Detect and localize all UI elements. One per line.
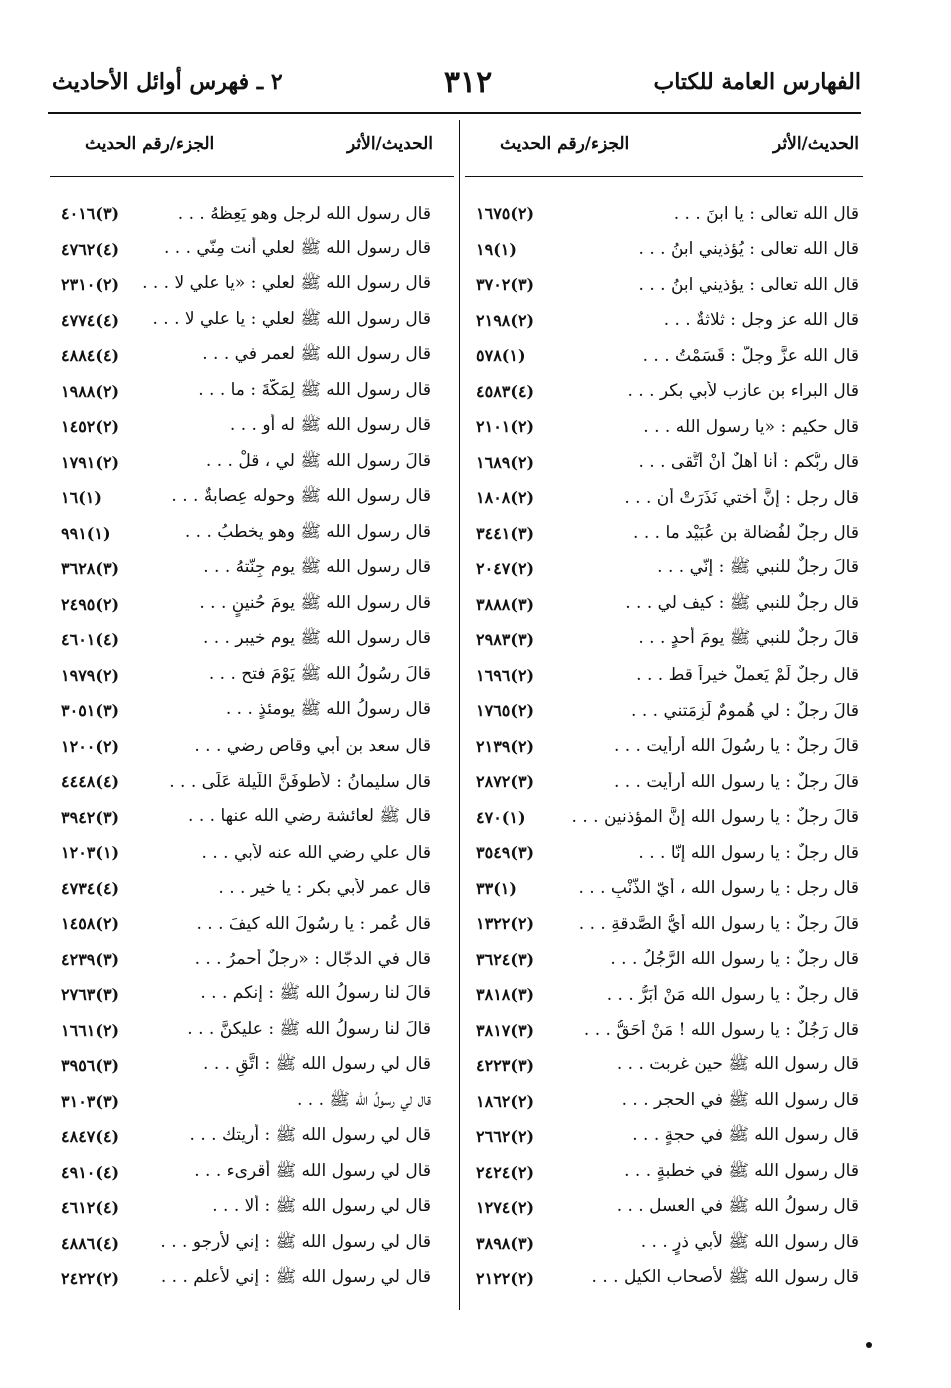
index-entry bbox=[55, 303, 431, 339]
entry-reference: (٤)٤٥٨٣ bbox=[476, 381, 535, 401]
index-entry bbox=[470, 196, 859, 232]
entry-reference: (٢)٢١٠١ bbox=[476, 417, 535, 437]
index-entry bbox=[470, 551, 859, 587]
entry-text: قال الله عز وجل : ثلاثةٌ . . . bbox=[663, 310, 859, 331]
index-entry bbox=[55, 338, 431, 374]
entry-reference: (٣)٤٠١٦ bbox=[61, 204, 120, 224]
entry-text: قال لي رسول الله ﷺ : ألا . . . bbox=[212, 1196, 431, 1217]
entry-reference: (١)٥٧٨ bbox=[476, 346, 526, 366]
entry-text: قالَ رسُولُ الله ﷺ يَوْمَ فتح . . . bbox=[208, 663, 431, 684]
index-entry bbox=[470, 587, 859, 623]
entry-text: قال رسول الله ﷺ وهو يخطبُ . . . bbox=[184, 521, 431, 542]
index-entry bbox=[55, 977, 431, 1013]
entry-reference: (٣)٣٨١٨ bbox=[476, 985, 535, 1005]
entry-reference: (٤)٤٦١٢ bbox=[61, 1198, 120, 1218]
entry-text: قال الله تعالى : يؤذيني ابنُ . . . bbox=[638, 274, 859, 295]
index-entry bbox=[470, 693, 859, 729]
right-heading-rule bbox=[465, 176, 863, 177]
entry-text: قال لي رسولُ الله ﷺ . . . bbox=[297, 1089, 431, 1110]
index-entry bbox=[55, 1013, 431, 1049]
index-entry bbox=[55, 480, 431, 516]
entry-reference: (٣)٢٧٦٣ bbox=[61, 985, 120, 1005]
entry-text: قال الله تعالى : يُؤذيني ابنُ . . . bbox=[638, 239, 859, 260]
index-entry bbox=[55, 1048, 431, 1084]
entry-reference: (٣)٣٩٤٢ bbox=[61, 807, 120, 827]
index-entry bbox=[55, 587, 431, 623]
entry-reference: (٣)٣٨٩٨ bbox=[476, 1233, 535, 1253]
entry-reference: (٢)٢٤٩٥ bbox=[61, 594, 120, 614]
entry-reference: (٢)٢٦٦٢ bbox=[476, 1127, 535, 1147]
index-entry bbox=[55, 835, 431, 871]
entry-reference: (٣)٣٨١٧ bbox=[476, 1020, 535, 1040]
index-entry bbox=[55, 1084, 431, 1120]
index-entry bbox=[470, 374, 859, 410]
entry-reference: (٢)١٦٦١ bbox=[61, 1020, 120, 1040]
index-entry bbox=[470, 1226, 859, 1262]
index-entry bbox=[470, 764, 859, 800]
entry-text: قالَ لنا رسولُ الله ﷺ : إنكم . . . bbox=[200, 983, 431, 1004]
entry-text: قال لي رسول الله ﷺ : إني لأعلم . . . bbox=[160, 1267, 431, 1288]
index-entry bbox=[470, 409, 859, 445]
entry-reference: (١)٣٣ bbox=[476, 878, 517, 898]
entry-reference: (١)٤٧٠ bbox=[476, 807, 526, 827]
page-header bbox=[52, 62, 861, 102]
book-index-title: الفهارس العامة للكتاب bbox=[653, 69, 861, 95]
entry-reference: (٢)١٢٠٠ bbox=[61, 736, 120, 756]
entry-reference: (٢)٢٠٤٧ bbox=[476, 559, 535, 579]
index-entry bbox=[55, 1190, 431, 1226]
entry-text: قال لي رسول الله ﷺ : إني لأرجو . . . bbox=[160, 1231, 431, 1252]
entry-reference: (٢)١٦٨٩ bbox=[476, 452, 535, 472]
index-entry bbox=[470, 800, 859, 836]
entry-reference: (٢)١٩٧٩ bbox=[61, 665, 120, 685]
column-heading-number: الجزء/رقم الحديث bbox=[85, 134, 215, 154]
entry-text: قال رسول الله ﷺ وحوله عِصابةٌ . . . bbox=[171, 486, 431, 507]
index-entry bbox=[470, 1261, 859, 1297]
entry-reference: (٢)١٣٢٢ bbox=[476, 914, 535, 934]
entry-reference: (٢)١٧٦٥ bbox=[476, 701, 535, 721]
entry-reference: (٤)٤٩١٠ bbox=[61, 1162, 120, 1182]
index-entry bbox=[470, 658, 859, 694]
entry-reference: (٣)٣٥٤٩ bbox=[476, 843, 535, 863]
index-entry bbox=[470, 942, 859, 978]
entry-text: قالَ رجلٌ : يا رسول الله إنَّ المؤذنين . . . bbox=[571, 807, 859, 828]
entry-reference: (١)٩٩١ bbox=[61, 523, 111, 543]
index-entry bbox=[55, 409, 431, 445]
index-entry bbox=[55, 729, 431, 765]
entry-text: قال رسول الله ﷺ في الحجر . . . bbox=[621, 1089, 859, 1110]
index-entry bbox=[55, 871, 431, 907]
entry-reference: (٢)٢١٣٩ bbox=[476, 736, 535, 756]
entry-text: قال رجلٌ : يا رسول الله إنّا . . . bbox=[638, 842, 859, 863]
index-entry bbox=[470, 1190, 859, 1226]
entry-reference: (٢)٢٤٢٤ bbox=[476, 1162, 535, 1182]
entry-reference: (٤)٤٨٤٧ bbox=[61, 1127, 120, 1147]
column-heading-hadith: الحديث/الأثر bbox=[773, 134, 859, 154]
index-entry bbox=[470, 1155, 859, 1191]
index-entry bbox=[55, 551, 431, 587]
entry-text: قال رسول الله لرجل وهو يَعِظهُ . . . bbox=[177, 203, 431, 224]
index-entry bbox=[470, 871, 859, 907]
header-rule bbox=[48, 112, 861, 114]
entry-text: قال رسول الله ﷺ له أو . . . bbox=[229, 415, 431, 436]
entry-text: قال رسولُ الله ﷺ في العسل . . . bbox=[616, 1196, 859, 1217]
entry-text: قالَ لنا رسولُ الله ﷺ : عليكنَّ . . . bbox=[187, 1018, 431, 1039]
entry-text: قال الله تعالى : يا ابنَ . . . bbox=[673, 203, 859, 224]
entry-reference: (٤)٤٤٤٨ bbox=[61, 772, 120, 792]
entry-reference: (٣)٣٨٨٨ bbox=[476, 594, 535, 614]
entry-reference: (٣)٤٢٢٣ bbox=[476, 1056, 535, 1076]
entry-text: قال رجلٌ : يا رسول الله الرَّجُلُ . . . bbox=[610, 949, 859, 970]
entry-reference: (٤)٤٨٨٤ bbox=[61, 346, 120, 366]
entry-reference: (٢)٢٣١٠ bbox=[61, 275, 120, 295]
entry-text: قالَ رجلٌ : يا رسول الله أيُّ الصَّدقةِ . . . bbox=[578, 913, 859, 934]
index-entry bbox=[55, 1261, 431, 1297]
index-entry bbox=[55, 374, 431, 410]
index-entry bbox=[470, 445, 859, 481]
index-entry bbox=[470, 1013, 859, 1049]
entry-text: قالَ رجلٌ : يا رسُولَ الله أرأيت . . . bbox=[613, 736, 859, 757]
entry-reference: (٤)٤٧٣٤ bbox=[61, 878, 120, 898]
entry-text: قال عُمر : يا رسُولَ الله كيفَ . . . bbox=[196, 913, 431, 934]
entry-text: قال رَجُلٌ : يا رسول الله ! مَنْ أحَقُّ . . . bbox=[583, 1020, 859, 1041]
entry-text: قال في الدجّال : «رجلٌ أحمرُ . . . bbox=[194, 949, 431, 970]
entry-text: قال لي رسول الله ﷺ : اتَّقِ . . . bbox=[203, 1054, 431, 1075]
entry-text: قال رجل : يا رسول الله ، أيّ الذَّنْبِ . . . bbox=[578, 878, 859, 899]
index-entry bbox=[470, 1119, 859, 1155]
entry-text: قال رسول الله ﷺ لِمَكَّةَ : ما . . . bbox=[198, 379, 431, 400]
entry-reference: (٢)١٦٧٥ bbox=[476, 204, 535, 224]
entry-reference: (٣)٣٦٢٨ bbox=[61, 559, 120, 579]
entry-text: قال رسول الله ﷺ يوم جِنّتهُ . . . bbox=[203, 557, 431, 578]
entry-text: قال رسول الله ﷺ لعلي أنت مِنّي . . . bbox=[163, 237, 431, 258]
entry-text: قال رسول الله ﷺ في خطبةٍ . . . bbox=[624, 1160, 859, 1181]
entry-reference: (٢)١٦٩٦ bbox=[476, 665, 535, 685]
index-entry bbox=[55, 196, 431, 232]
index-entry bbox=[55, 516, 431, 552]
entry-text: قال رسول الله ﷺ في حجةٍ . . . bbox=[632, 1125, 859, 1146]
index-entry bbox=[55, 445, 431, 481]
entry-text: قال ربُّكم : أنا أهلٌ أنْ أُتَّقى . . . bbox=[638, 452, 859, 473]
entry-text: قال سعد بن أبي وقاص رضي . . . bbox=[194, 736, 431, 757]
right-index-column bbox=[470, 196, 859, 1297]
entry-reference: (٣)٣١٠٣ bbox=[61, 1091, 120, 1111]
index-entry bbox=[470, 303, 859, 339]
index-entry bbox=[470, 1048, 859, 1084]
entry-reference: (٤)٤٨٨٦ bbox=[61, 1233, 120, 1253]
entry-text: قال سليمانُ : لأطوفَنَّ اللَّيلة عَلَى . . . bbox=[169, 771, 431, 792]
left-column-header bbox=[55, 126, 433, 162]
index-entry bbox=[55, 1155, 431, 1191]
index-entry bbox=[470, 516, 859, 552]
entry-reference: (٢)١٨٦٢ bbox=[476, 1091, 535, 1111]
entry-reference: (٣)٣٦٢٤ bbox=[476, 949, 535, 969]
entry-reference: (١)١٩ bbox=[476, 239, 517, 259]
entry-text: قال رسول الله ﷺ لعمر في . . . bbox=[202, 344, 431, 365]
entry-reference: (٢)١٤٥٨ bbox=[61, 914, 120, 934]
entry-reference: (٤)٤٦٠١ bbox=[61, 630, 120, 650]
index-entry bbox=[55, 800, 431, 836]
entry-text: قال حكيم : «يا رسول الله . . . bbox=[643, 416, 859, 437]
index-entry bbox=[55, 658, 431, 694]
column-heading-hadith: الحديث/الأثر bbox=[347, 134, 433, 154]
entry-text: قال رسول الله ﷺ حين غربت . . . bbox=[616, 1054, 859, 1075]
entry-text: قال رسولُ الله ﷺ يومئذٍ . . . bbox=[225, 699, 431, 720]
index-entry bbox=[470, 232, 859, 268]
entry-text: قال رسول الله ﷺ لعلي : يا علي لا . . . bbox=[152, 308, 431, 329]
entry-text: قال عمر لأبي بكر : يا خير . . . bbox=[218, 878, 431, 899]
index-entry bbox=[55, 1226, 431, 1262]
entry-text: قال رسول الله ﷺ يومَ حُنينٍ . . . bbox=[199, 592, 431, 613]
index-entry bbox=[55, 942, 431, 978]
entry-text: قال رسول الله ﷺ لعلي : «يا علي لا . . . bbox=[142, 273, 431, 294]
entry-reference: (٤)٤٧٧٤ bbox=[61, 310, 120, 330]
entry-text: قال رسول الله ﷺ لأبي ذرٍ . . . bbox=[640, 1231, 859, 1252]
right-column-header bbox=[470, 126, 859, 162]
index-entry bbox=[470, 729, 859, 765]
entry-reference: (٣)٣٩٥٦ bbox=[61, 1056, 120, 1076]
entry-reference: (٣)٣٠٥١ bbox=[61, 701, 120, 721]
entry-text: قالَ رجلٌ للنبي ﷺ : إنّي . . . bbox=[657, 557, 859, 578]
section-title: ٢ ـ فهرس أوائل الأحاديث bbox=[52, 69, 283, 95]
entry-reference: (٣)٣٧٠٢ bbox=[476, 275, 535, 295]
entry-text: قال رجلٌ : يا رسول الله مَنْ أبَرُّ . . . bbox=[606, 984, 859, 1005]
entry-reference: (٢)١٩٨٨ bbox=[61, 381, 120, 401]
entry-reference: (٢)١٤٥٢ bbox=[61, 417, 120, 437]
left-index-column bbox=[55, 196, 431, 1297]
entry-text: قال رسول الله ﷺ لأصحاب الكيل . . . bbox=[591, 1267, 859, 1288]
index-entry bbox=[470, 622, 859, 658]
index-entry bbox=[470, 977, 859, 1013]
entry-reference: (٣)٢٨٧٢ bbox=[476, 772, 535, 792]
index-entry bbox=[55, 622, 431, 658]
index-entry bbox=[55, 693, 431, 729]
entry-text: قال لي رسول الله ﷺ : أُريتك . . . bbox=[189, 1125, 431, 1146]
page-number: ٣١٢ bbox=[443, 64, 493, 100]
entry-reference: (٤)٤٧٦٢ bbox=[61, 239, 120, 259]
entry-reference: (٣)٤٢٣٩ bbox=[61, 949, 120, 969]
index-entry bbox=[55, 267, 431, 303]
entry-text: قال ﷺ لعائشة رضي الله عنها . . . bbox=[188, 805, 431, 826]
entry-reference: (١)١٦ bbox=[61, 488, 102, 508]
index-entry bbox=[55, 1119, 431, 1155]
entry-text: قال علي رضي الله عنه لأبي . . . bbox=[201, 842, 431, 863]
column-heading-number: الجزء/رقم الحديث bbox=[500, 134, 630, 154]
entry-text: قال لي رسول الله ﷺ أقرىء . . . bbox=[194, 1160, 431, 1181]
index-entry bbox=[470, 1084, 859, 1120]
entry-text: قالَ رجلٌ : لي هُمومٌ لَزِمَتني . . . bbox=[631, 700, 859, 721]
left-heading-rule bbox=[50, 176, 454, 177]
entry-reference: (٣)٢٩٨٣ bbox=[476, 630, 535, 650]
entry-reference: (٢)٢١٩٨ bbox=[476, 310, 535, 330]
entry-text: قال رجلٌ لفُضالة بن عُبَيْد ما . . . bbox=[633, 523, 859, 544]
entry-reference: (٢)١٧٩١ bbox=[61, 452, 120, 472]
entry-text: قال الله عزَّ وجلَّ : قَسَمْتُ . . . bbox=[642, 345, 859, 366]
entry-text: قالَ رجلٌ للنبي ﷺ يومَ أحدٍ . . . bbox=[638, 628, 859, 649]
entry-text: قال رجل : إنَّ أختي نَذَرَتْ أن . . . bbox=[624, 487, 859, 508]
entry-text: قال البراء بن عازب لأبي بكر . . . bbox=[627, 381, 859, 402]
index-entry bbox=[55, 906, 431, 942]
entry-reference: (٢)١٢٧٤ bbox=[476, 1198, 535, 1218]
entry-reference: (١)١٢٠٣ bbox=[61, 843, 120, 863]
index-entry bbox=[470, 906, 859, 942]
entry-text: قال رجلٌ للنبي ﷺ : كيف لي . . . bbox=[625, 592, 859, 613]
footer-dot bbox=[866, 1342, 872, 1348]
index-entry bbox=[470, 480, 859, 516]
entry-reference: (٢)٢٤٢٢ bbox=[61, 1269, 120, 1289]
index-entry bbox=[470, 267, 859, 303]
entry-reference: (٢)٢١٢٢ bbox=[476, 1269, 535, 1289]
index-entry bbox=[55, 764, 431, 800]
index-entry bbox=[470, 338, 859, 374]
index-entry bbox=[470, 835, 859, 871]
entry-reference: (٣)٣٤٤١ bbox=[476, 523, 535, 543]
entry-text: قالَ رسول الله ﷺ لي ، قلْ . . . bbox=[205, 450, 431, 471]
entry-text: قالَ رجلٌ : يا رسول الله أرأيت . . . bbox=[613, 771, 859, 792]
entry-text: قال رسول الله ﷺ يوم خيبر . . . bbox=[202, 628, 431, 649]
column-separator bbox=[459, 120, 460, 1310]
index-entry bbox=[55, 232, 431, 268]
entry-reference: (٢)١٨٠٨ bbox=[476, 488, 535, 508]
entry-text: قال رجلٌ لَمْ يَعملْ خيراً قط . . . bbox=[636, 665, 859, 686]
